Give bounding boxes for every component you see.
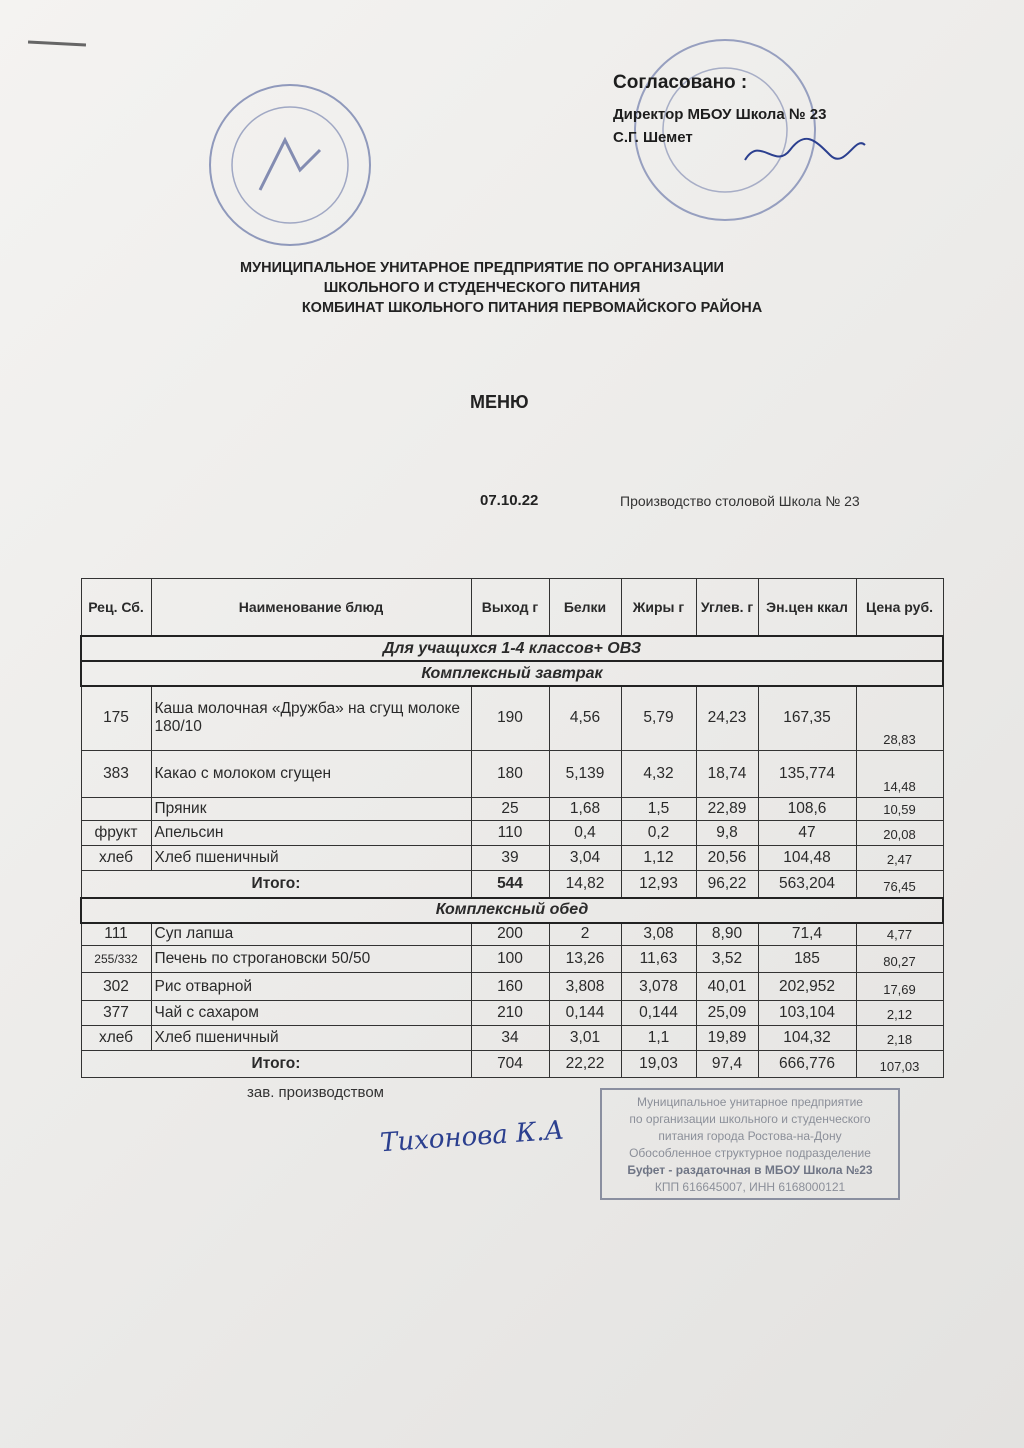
price: 4,77 bbox=[856, 923, 943, 946]
col-header: Углев. г bbox=[696, 579, 758, 637]
director-signature bbox=[740, 130, 870, 175]
energy: 202,952 bbox=[758, 973, 856, 1001]
stamp-line: по организации школьного и студенческого bbox=[629, 1112, 871, 1126]
col-header: Эн.цен ккал bbox=[758, 579, 856, 637]
col-header: Наименование блюд bbox=[151, 579, 471, 637]
table-header bbox=[81, 579, 943, 637]
energy: 135,774 bbox=[758, 750, 856, 797]
group-heading: Для учащихся 1-4 классов+ ОВЗ bbox=[81, 636, 943, 661]
fat: 11,63 bbox=[621, 946, 696, 973]
stamp-line: Обособленное структурное подразделение bbox=[629, 1146, 871, 1160]
recipe-number: 377 bbox=[81, 1001, 151, 1026]
table-row bbox=[81, 1026, 943, 1051]
document-title: МЕНЮ bbox=[470, 392, 529, 412]
energy: 167,35 bbox=[758, 686, 856, 750]
energy: 104,32 bbox=[758, 1026, 856, 1051]
recipe-number: 175 bbox=[81, 686, 151, 750]
carbs: 19,89 bbox=[696, 1026, 758, 1051]
round-stamp-left bbox=[200, 80, 380, 250]
price: 2,18 bbox=[856, 1026, 943, 1051]
portion: 34 bbox=[471, 1026, 549, 1051]
portion: 100 bbox=[471, 946, 549, 973]
fat: 5,79 bbox=[621, 686, 696, 750]
total-label: Итого: bbox=[81, 870, 471, 898]
table-row bbox=[81, 797, 943, 820]
signature-area bbox=[80, 1078, 942, 1218]
menu-date: 07.10.22 bbox=[480, 492, 539, 509]
production-site: Производство столовой Школа № 23 bbox=[620, 493, 860, 509]
protein: 0,4 bbox=[549, 820, 621, 845]
carbs: 22,89 bbox=[696, 797, 758, 820]
carbs: 25,09 bbox=[696, 1001, 758, 1026]
energy: 103,104 bbox=[758, 1001, 856, 1026]
protein: 3,808 bbox=[549, 973, 621, 1001]
portion: 25 bbox=[471, 797, 549, 820]
table-row bbox=[81, 1001, 943, 1026]
total-value: 563,204 bbox=[758, 870, 856, 898]
section-heading-breakfast: Комплексный завтрак bbox=[81, 661, 943, 686]
lunch-rows bbox=[81, 923, 943, 1051]
fat: 1,12 bbox=[621, 845, 696, 870]
fat: 1,1 bbox=[621, 1026, 696, 1051]
dish-name: Суп лапша bbox=[151, 923, 471, 946]
recipe-number: хлеб bbox=[81, 1026, 151, 1051]
manager-signature: Тихонова К.А bbox=[379, 1115, 565, 1159]
carbs: 8,90 bbox=[696, 923, 758, 946]
table-row bbox=[81, 946, 943, 973]
price: 17,69 bbox=[856, 973, 943, 1001]
breakfast-total-row bbox=[81, 870, 943, 898]
dish-name: Хлеб пшеничный bbox=[151, 845, 471, 870]
portion: 39 bbox=[471, 845, 549, 870]
footer-label: зав. производством bbox=[247, 1084, 384, 1101]
org-line: МУНИЦИПАЛЬНОЕ УНИТАРНОЕ ПРЕДПРИЯТИЕ ПО ОРГАНИЗАЦИИ bbox=[240, 260, 724, 276]
total-value: 22,22 bbox=[549, 1051, 621, 1078]
total-value: 97,4 bbox=[696, 1051, 758, 1078]
fat: 0,144 bbox=[621, 1001, 696, 1026]
rectangular-stamp bbox=[600, 1088, 900, 1200]
total-value: 544 bbox=[471, 870, 549, 898]
approval-position: Директор МБОУ Школа № 23 bbox=[613, 106, 827, 123]
table-row bbox=[81, 750, 943, 797]
total-value: 19,03 bbox=[621, 1051, 696, 1078]
organization-header bbox=[0, 258, 1024, 318]
protein: 2 bbox=[549, 923, 621, 946]
dish-name: Чай с сахаром bbox=[151, 1001, 471, 1026]
dish-name: Каша молочная «Дружба» на сгущ молоке 180/10 bbox=[151, 686, 471, 750]
price: 80,27 bbox=[856, 946, 943, 973]
price: 14,48 bbox=[856, 750, 943, 797]
total-value: 107,03 bbox=[856, 1051, 943, 1078]
fat: 0,2 bbox=[621, 820, 696, 845]
table-row bbox=[81, 973, 943, 1001]
table-row bbox=[81, 845, 943, 870]
carbs: 3,52 bbox=[696, 946, 758, 973]
carbs: 18,74 bbox=[696, 750, 758, 797]
stamp-line: Муниципальное унитарное предприятие bbox=[637, 1095, 863, 1109]
protein: 13,26 bbox=[549, 946, 621, 973]
dish-name: Апельсин bbox=[151, 820, 471, 845]
recipe-number: 111 bbox=[81, 923, 151, 946]
price: 28,83 bbox=[856, 686, 943, 750]
portion: 180 bbox=[471, 750, 549, 797]
protein: 1,68 bbox=[549, 797, 621, 820]
recipe-number: 383 bbox=[81, 750, 151, 797]
price: 10,59 bbox=[856, 797, 943, 820]
portion: 210 bbox=[471, 1001, 549, 1026]
portion: 190 bbox=[471, 686, 549, 750]
total-value: 76,45 bbox=[856, 870, 943, 898]
menu-table bbox=[80, 578, 944, 1078]
carbs: 20,56 bbox=[696, 845, 758, 870]
recipe-number: 255/332 bbox=[81, 946, 151, 973]
menu-content bbox=[80, 578, 942, 1218]
stamp-line: Буфет - раздаточная в МБОУ Школа №23 bbox=[627, 1163, 873, 1177]
breakfast-rows bbox=[81, 686, 943, 870]
energy: 104,48 bbox=[758, 845, 856, 870]
energy: 71,4 bbox=[758, 923, 856, 946]
total-value: 96,22 bbox=[696, 870, 758, 898]
protein: 4,56 bbox=[549, 686, 621, 750]
price: 20,08 bbox=[856, 820, 943, 845]
table-row bbox=[81, 686, 943, 750]
stamp-line: КПП 616645007, ИНН 6168000121 bbox=[654, 1180, 846, 1194]
total-value: 12,93 bbox=[621, 870, 696, 898]
carbs: 9,8 bbox=[696, 820, 758, 845]
approval-name: С.Г. Шемет bbox=[613, 129, 693, 146]
section-heading-lunch: Комплексный обед bbox=[81, 898, 943, 923]
dish-name: Какао с молоком сгущен bbox=[151, 750, 471, 797]
carbs: 24,23 bbox=[696, 686, 758, 750]
dish-name: Пряник bbox=[151, 797, 471, 820]
carbs: 40,01 bbox=[696, 973, 758, 1001]
org-line: ШКОЛЬНОГО И СТУДЕНЧЕСКОГО ПИТАНИЯ bbox=[323, 280, 641, 296]
portion: 200 bbox=[471, 923, 549, 946]
org-line: КОМБИНАТ ШКОЛЬНОГО ПИТАНИЯ ПЕРВОМАЙСКОГО РАЙОНА bbox=[301, 300, 763, 316]
col-header: Выход г bbox=[471, 579, 549, 637]
fat: 3,08 bbox=[621, 923, 696, 946]
total-value: 14,82 bbox=[549, 870, 621, 898]
table-row bbox=[81, 923, 943, 946]
lunch-total-row bbox=[81, 1051, 943, 1078]
protein: 3,04 bbox=[549, 845, 621, 870]
total-value: 704 bbox=[471, 1051, 549, 1078]
price: 2,12 bbox=[856, 1001, 943, 1026]
fat: 1,5 bbox=[621, 797, 696, 820]
col-header: Рец. Сб. bbox=[81, 579, 151, 637]
total-label: Итого: bbox=[81, 1051, 471, 1078]
dish-name: Печень по строгановски 50/50 bbox=[151, 946, 471, 973]
portion: 110 bbox=[471, 820, 549, 845]
energy: 108,6 bbox=[758, 797, 856, 820]
recipe-number: 302 bbox=[81, 973, 151, 1001]
fat: 3,078 bbox=[621, 973, 696, 1001]
recipe-number: фрукт bbox=[81, 820, 151, 845]
table-row bbox=[81, 820, 943, 845]
fat: 4,32 bbox=[621, 750, 696, 797]
dish-name: Хлеб пшеничный bbox=[151, 1026, 471, 1051]
col-header: Цена руб. bbox=[856, 579, 943, 637]
stamp-line: питания города Ростова-на-Дону bbox=[658, 1129, 842, 1143]
approval-title: Согласовано : bbox=[613, 72, 748, 93]
col-header: Жиры г bbox=[621, 579, 696, 637]
energy: 47 bbox=[758, 820, 856, 845]
dish-name: Рис отварной bbox=[151, 973, 471, 1001]
protein: 0,144 bbox=[549, 1001, 621, 1026]
price: 2,47 bbox=[856, 845, 943, 870]
recipe-number bbox=[81, 797, 151, 820]
protein: 5,139 bbox=[549, 750, 621, 797]
col-header: Белки bbox=[549, 579, 621, 637]
protein: 3,01 bbox=[549, 1026, 621, 1051]
energy: 185 bbox=[758, 946, 856, 973]
total-value: 666,776 bbox=[758, 1051, 856, 1078]
recipe-number: хлеб bbox=[81, 845, 151, 870]
portion: 160 bbox=[471, 973, 549, 1001]
scan-mark bbox=[28, 40, 86, 46]
